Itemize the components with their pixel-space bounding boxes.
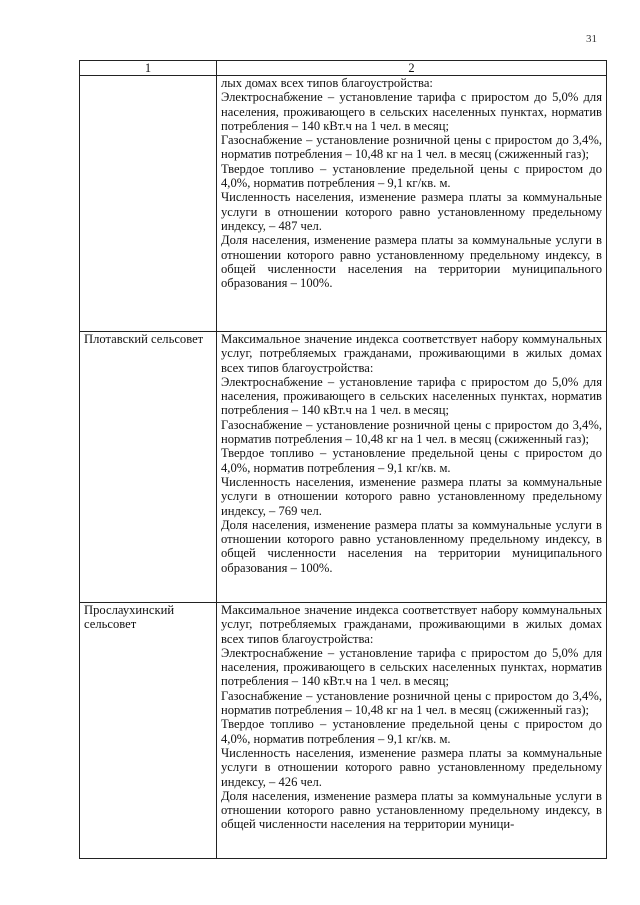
description-paragraph: лых домах всех типов благоустройства: [221, 76, 433, 90]
description-paragraph: Доля населения, изменение размера платы за коммунальные услуги в отношении которого равно установленному предельному индексу, в общей численности населения на территории муниципального образования – 100%. [221, 233, 602, 291]
description-paragraph: Численность населения, изменение размера платы за коммунальные услуги в отношении которого равно установленному предельному индексу, – 769 чел. [221, 474, 602, 518]
description-paragraph: Газоснабжение – установление розничной цены с приростом до 3,4%, норматив потребления – 10,48 кг на 1 чел. в месяц (сжиженный газ); [221, 417, 602, 447]
description-paragraph: Газоснабжение – установление розничной цены с приростом до 3,4%, норматив потребления – 10,48 кг на 1 чел. в месяц (сжиженный газ); [221, 133, 602, 162]
municipality-name: Плотавский сельсовет [80, 332, 217, 603]
page-number: 31 [586, 33, 597, 45]
table-header-row [80, 61, 607, 76]
description-paragraph: Численность населения, изменение размера платы за коммунальные услуги в отношении которого равно установленному предельному индексу, – 426 чел. [221, 745, 602, 789]
table-row [80, 76, 607, 332]
description-paragraph: Максимальное значение индекса соответствует набору коммунальных услуг, потребляемых гражданами, проживающими в жилых домах всех типов благоустройства: [221, 603, 602, 646]
table-row [80, 332, 607, 603]
description-paragraph: Твердое топливо – установление предельной цены с приростом до 4,0%, норматив потребления – 9,1 кг/кв. м. [221, 446, 602, 475]
description-paragraph: Доля населения, изменение размера платы за коммунальные услуги в отношении которого равно установленному предельному индексу, в общей численности населения на территории муници- [221, 788, 602, 832]
municipality-name: Прослаухинский сельсовет [80, 603, 217, 859]
column-header-2: 2 [217, 61, 607, 76]
description-paragraph: Электроснабжение – установление тарифа с приростом до 5,0% для населения, проживающего в сельских населенных пунктах, норматив потребления – 140 кВт.ч на 1 чел. в месяц; [221, 645, 602, 689]
description-paragraph: Доля населения, изменение размера платы за коммунальные услуги в отношении которого равно установленному предельному индексу, в общей численности населения на территории муниципального образования – 100%. [221, 517, 602, 575]
description-paragraph: Газоснабжение – установление розничной цены с приростом до 3,4%, норматив потребления – 10,48 кг на 1 чел. в месяц (сжиженный газ); [221, 688, 602, 718]
indicator-table [79, 60, 607, 859]
description-paragraph: Численность населения, изменение размера платы за коммунальные услуги в отношении которого равно установленному предельному индексу, – 487 чел. [221, 190, 602, 233]
municipality-description [217, 332, 607, 603]
description-paragraph: Электроснабжение – установление тарифа с приростом до 5,0% для населения, проживающего в сельских населенных пунктах, норматив потребления – 140 кВт.ч на 1 чел. в месяц; [221, 90, 602, 133]
table-row [80, 603, 607, 859]
municipality-name [80, 76, 217, 332]
description-paragraph: Максимальное значение индекса соответствует набору коммунальных услуг, потребляемых гражданами, проживающими в жилых домах всех типов благоустройства: [221, 332, 602, 375]
description-paragraph: Твердое топливо – установление предельной цены с приростом до 4,0%, норматив потребления – 9,1 кг/кв. м. [221, 161, 602, 191]
municipality-description [217, 76, 607, 332]
description-paragraph: Твердое топливо – установление предельной цены с приростом до 4,0%, норматив потребления – 9,1 кг/кв. м. [221, 717, 602, 746]
description-paragraph: Электроснабжение – установление тарифа с приростом до 5,0% для населения, проживающего в сельских населенных пунктах, норматив потребления – 140 кВт.ч на 1 чел. в месяц; [221, 374, 602, 418]
column-header-1: 1 [80, 61, 217, 76]
municipality-description [217, 603, 607, 859]
